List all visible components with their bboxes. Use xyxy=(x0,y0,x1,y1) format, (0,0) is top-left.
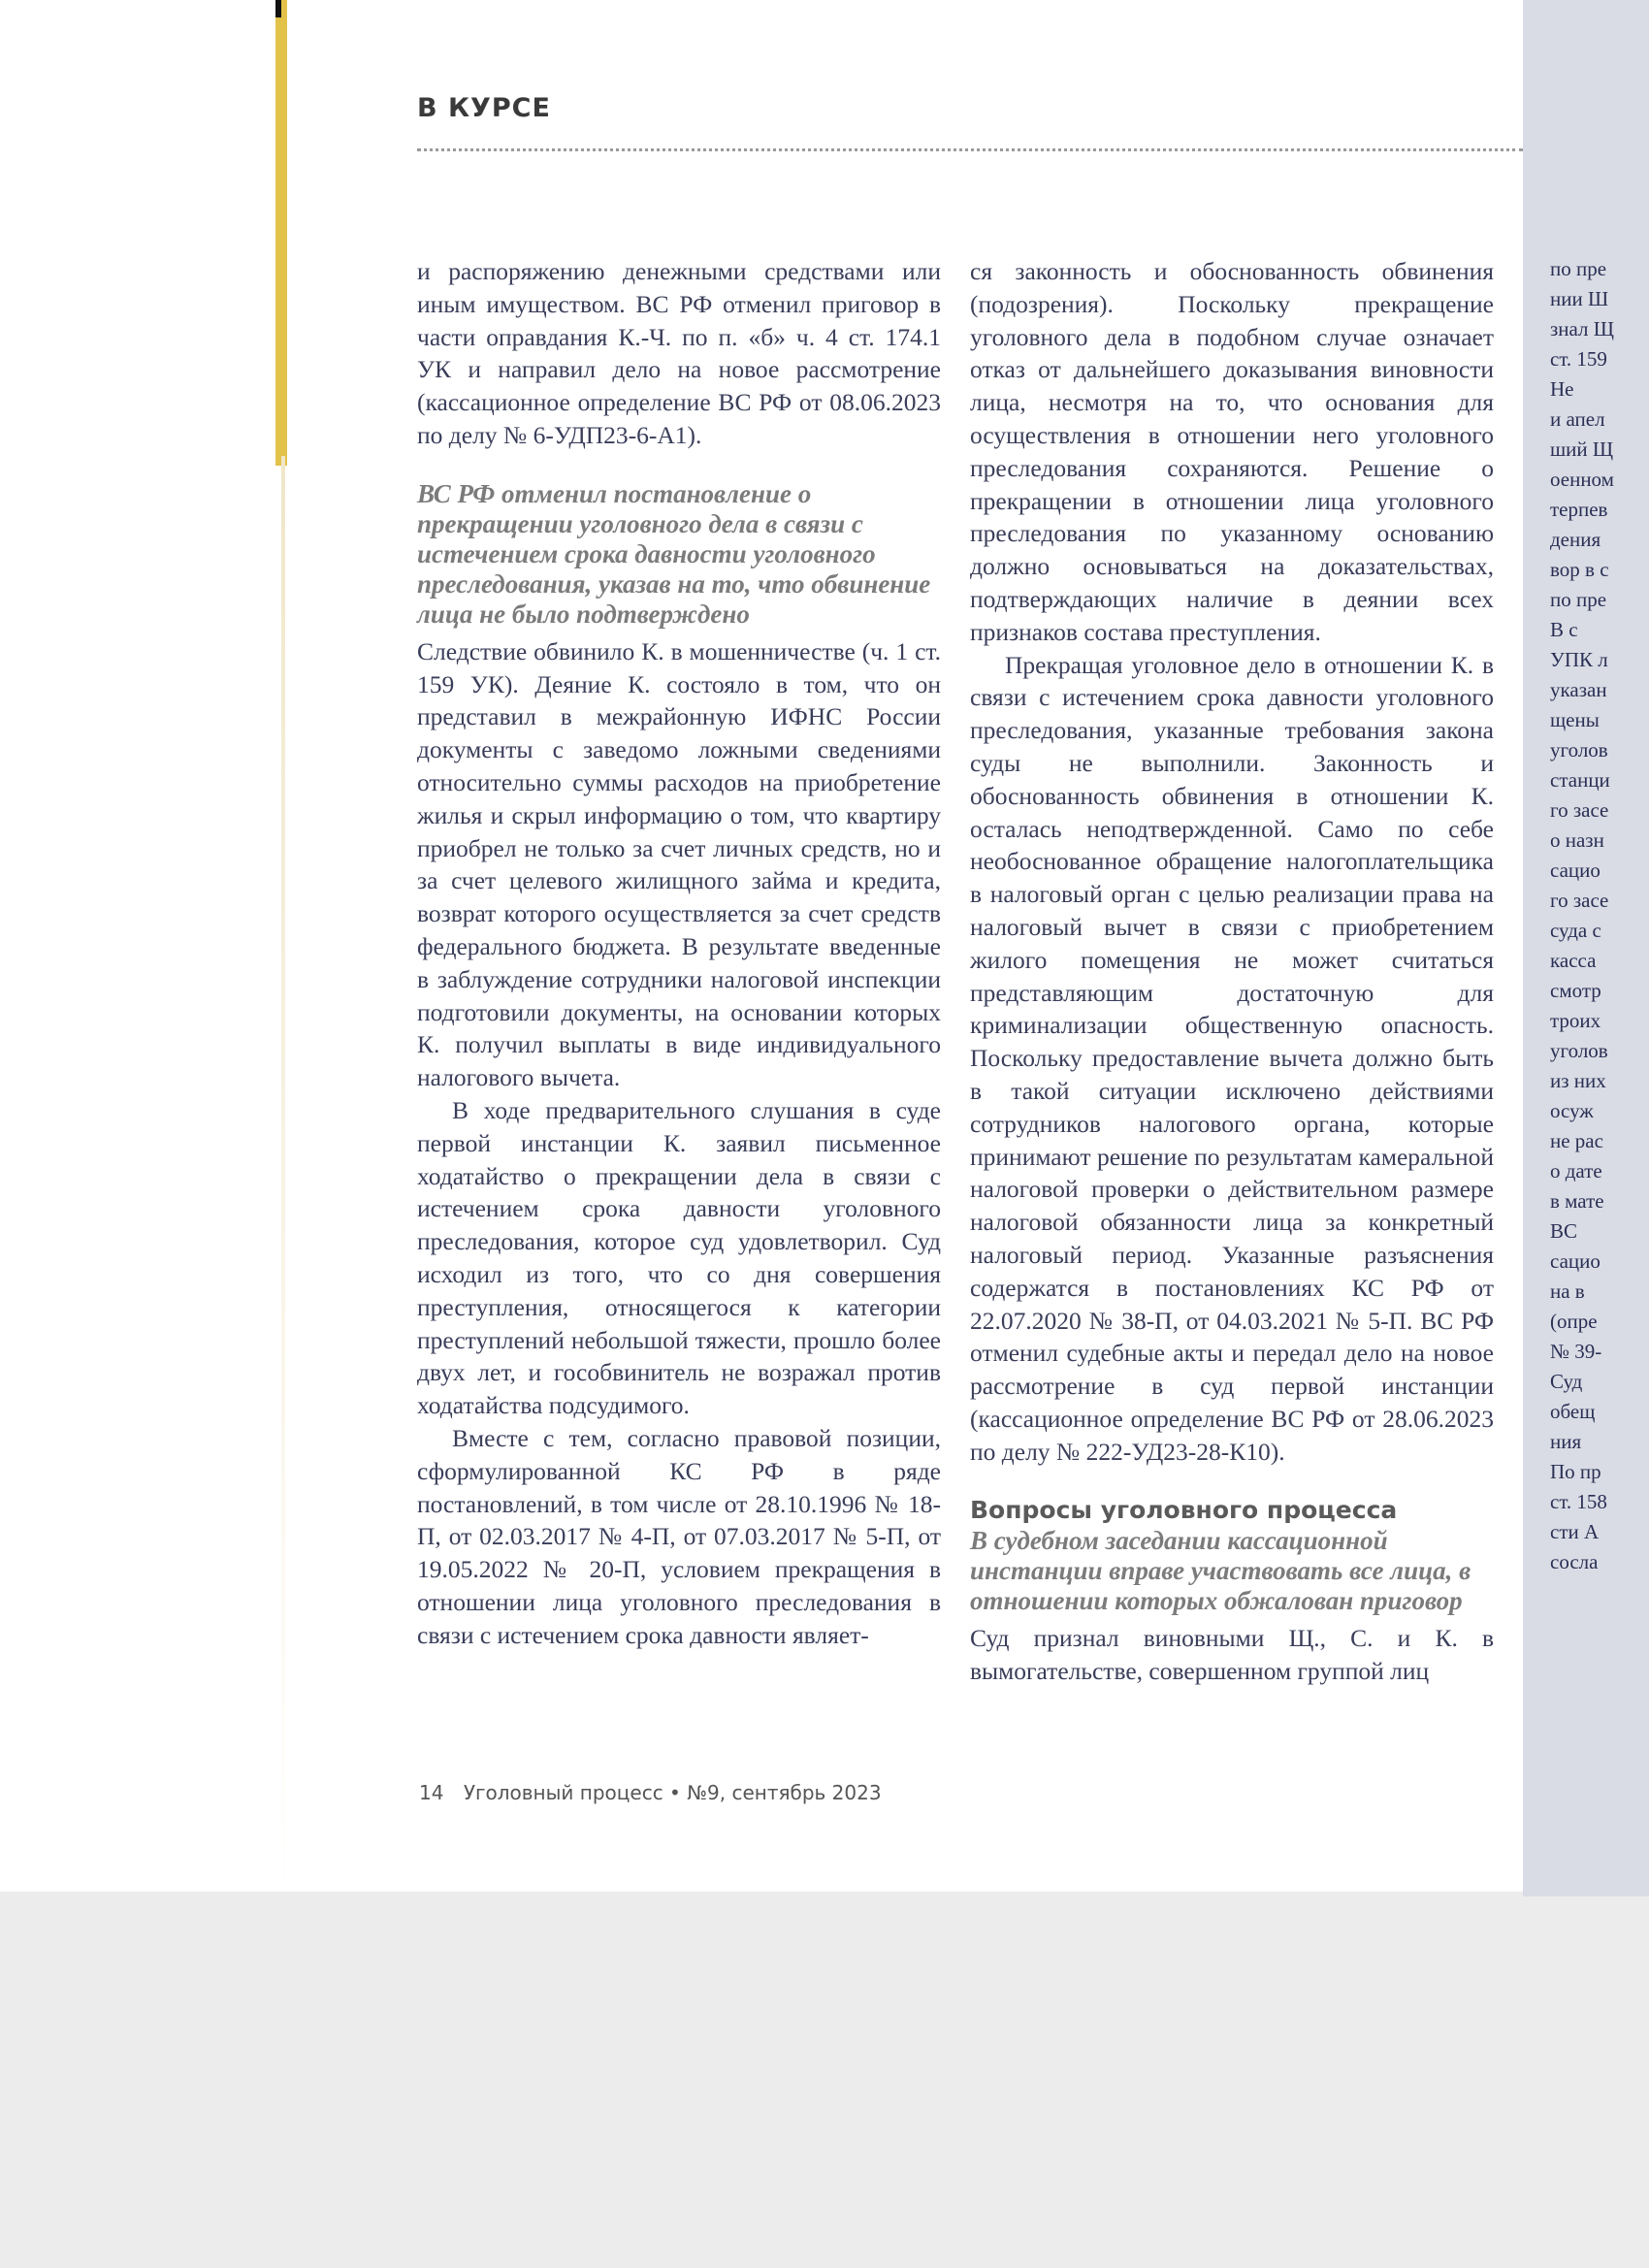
next-page-line: сацио xyxy=(1550,1249,1600,1273)
next-page-line: Не xyxy=(1550,377,1574,401)
right-paragraph-3: Суд признал виновными Щ., С. и К. в вымогательстве, совершенном группой лиц xyxy=(970,1624,1494,1686)
next-page-line: сацио xyxy=(1550,859,1600,882)
next-page-line: ст. 159 xyxy=(1550,347,1607,371)
next-page-line: станци xyxy=(1550,768,1610,792)
next-page-line: из них xyxy=(1550,1069,1606,1092)
next-page-line: дения xyxy=(1550,528,1601,551)
next-page-line: уголов xyxy=(1550,1039,1608,1062)
journal-info: Уголовный процесс • №9, сентябрь 2023 xyxy=(463,1781,882,1804)
left-intro-paragraph: и распоряжению денежными средствами или иным имуществом. ВС РФ отменил приговор в части оправдания К.-Ч. по п. «б» ч. 4 ст. 174.1 УК и направил дело на новое рассмотрение (кассационное определение ВС РФ от 08.06.2023 по делу № 6-УДП23-6-А1). xyxy=(417,257,941,449)
right-paragraph-2: Прекращая уголовное дело в отношении К. в связи с истечением срока давности уголовного преследования, указанные требования закона суды не выполнили. Законность и обоснованность обвинения в отношении К. осталась неподтвержденной. Само по себе необоснованное обращение налогоплательщика в налоговый орган с целью реализации права на налоговый вычет в связи с приобретением жилого помещения не может считаться представляющим достаточную для криминализации общественную опасность. Поскольку предоставление вычета должно быть в такой ситуации исключено действиями сотрудников налогового органа, которые принимают решение по результатам камеральной налоговой проверки о действительном размере налоговой обязанности лица за конкретный налоговый период. Указанные разъяснения содержатся в постановлениях КС РФ от 22.07.2020 № 38-П, от 04.03.2021 № 5-П. ВС РФ отменил судебные акты и передал дело на новое рассмотрение в суд первой инстанции (кассационное определение ВС РФ от 28.06.2023 по делу № 222-УД23-28-К10). xyxy=(970,650,1494,1466)
page-shadow xyxy=(281,456,285,1911)
next-page-line: касса xyxy=(1550,949,1597,972)
next-page-line: осуж xyxy=(1550,1099,1594,1122)
page-edge-dark xyxy=(275,0,281,17)
next-page-line: терпев xyxy=(1550,498,1608,521)
next-page-line: нии Ш xyxy=(1550,287,1609,310)
next-page-line: по пре xyxy=(1550,588,1607,611)
dotted-divider xyxy=(417,148,1523,151)
scan-background xyxy=(0,1892,1649,2268)
next-page-strip xyxy=(1523,0,1649,1896)
left-paragraph-1: Следствие обвинило К. в мошенничестве (ч. 1 ст. 159 УК). Деяние К. состояло в том, что он представил в межрайонную ИФНС России документы с заведомо ложными сведениями относительно суммы расходов на приобретение жилья и скрыл информацию о том, что квартиру приобрел не только за счет личных средств, но и за счет целевого жилищного займа и кредита, возврат которого осуществляется за счет средств федерального бюджета. В результате введенные в заблуждение сотрудники налоговой инспекции подготовили документы, на основании которых К. получил выплаты в виде индивидуального налогового вычета. xyxy=(417,636,941,1092)
next-page-line: сти А xyxy=(1550,1520,1600,1543)
next-page-line: знал Щ xyxy=(1550,317,1614,340)
next-page-line: по пре xyxy=(1550,257,1607,280)
next-page-fragments xyxy=(1550,254,1649,1577)
rubric-heading: Вопросы уголовного процесса xyxy=(970,1496,1398,1525)
next-page-line: обещ xyxy=(1550,1400,1596,1423)
next-page-line: ния xyxy=(1550,1430,1582,1453)
left-paragraph-2: В ходе предварительного слушания в суде первой инстанции К. заявил письменное ходатайство о прекращении дела в связи с истечением срока давности уголовного преследования, которое суд удовлетворил. Суд исходил из того, что со дня совершения преступления, относящегося к категории преступлений небольшой тяжести, прошло более двух лет, и гособвинитель не возражал против ходатайства подсудимого. xyxy=(417,1095,941,1420)
next-page-line: на в xyxy=(1550,1280,1585,1303)
next-page-line: сосла xyxy=(1550,1550,1599,1573)
section-title: В КУРСЕ xyxy=(417,93,551,123)
case-heading-2: В судебном заседании кассационной инстанции вправе участвовать все лица, в отношении которых обжалован приговор xyxy=(970,1526,1471,1616)
next-page-line: В с xyxy=(1550,618,1578,641)
next-page-line: троих xyxy=(1550,1009,1601,1032)
next-page-line: го засе xyxy=(1550,889,1609,912)
next-page-line: и апел xyxy=(1550,407,1605,431)
next-page-line: уголов xyxy=(1550,738,1608,761)
page-footer xyxy=(419,1781,895,1804)
next-page-line: ший Щ xyxy=(1550,437,1614,461)
next-page-line: По пр xyxy=(1550,1460,1601,1483)
next-page-line: Суд xyxy=(1550,1370,1583,1393)
next-page-line: № 39- xyxy=(1550,1340,1602,1363)
next-page-line: суда с xyxy=(1550,919,1601,942)
case-heading-1: ВС РФ отменил постановление о прекращении уголовного дела в связи с истечением срока давности уголовного преследования, указав на то, что обвинение лица не было подтверждено xyxy=(417,478,931,629)
next-page-line: в мате xyxy=(1550,1189,1604,1213)
next-page-line: го засе xyxy=(1550,798,1609,822)
next-page-line: указан xyxy=(1550,678,1607,701)
page-number: 14 xyxy=(419,1781,444,1804)
left-column xyxy=(417,255,941,1651)
next-page-line: щены xyxy=(1550,708,1600,731)
right-paragraph-1: ся законность и обоснованность обвинения (подозрения). Поскольку прекращение уголовного дела в подобном случае означает отказ от дальнейшего доказывания виновности лица, несмотря на то, что основания для осуществления в отношении него уголовного преследования сохраняются. Решение о прекращении в отношении лица уголовного преследования по указанному основанию должно основываться на доказательствах, подтверждающих наличие в деянии всех признаков состава преступления. xyxy=(970,257,1494,646)
next-page-line: смотр xyxy=(1550,979,1601,1002)
next-page-line: не рас xyxy=(1550,1129,1603,1152)
next-page-line: (опре xyxy=(1550,1310,1598,1333)
right-column xyxy=(970,255,1494,1688)
next-page-line: ст. 158 xyxy=(1550,1490,1607,1513)
next-page-line: УПК л xyxy=(1550,648,1608,671)
left-paragraph-3: Вместе с тем, согласно правовой позиции, сформулированной КС РФ в ряде постановлений, в том числе от 28.10.1996 № 18-П, от 02.03.2017 № 4-П, от 07.03.2017 № 5-П, от 19.05.2022 № 20-П, условием прекращения в отношении лица уголовного преследования в связи с истечением срока давности являет- xyxy=(417,1423,941,1649)
next-page-line: вор в с xyxy=(1550,558,1609,581)
next-page-line: о дате xyxy=(1550,1159,1602,1183)
next-page-line: о назн xyxy=(1550,828,1604,852)
page-edge-decoration xyxy=(275,0,287,466)
next-page-line: оенном xyxy=(1550,468,1614,491)
next-page-line: ВС xyxy=(1550,1219,1578,1243)
